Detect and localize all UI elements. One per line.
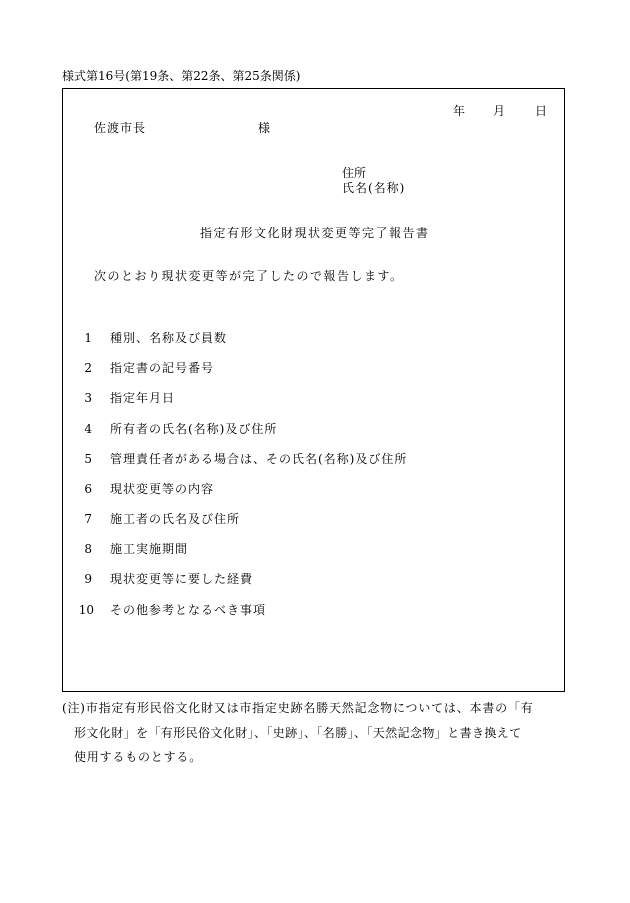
form-frame <box>62 88 565 692</box>
item-number: 4 <box>84 422 92 436</box>
item-text: 施工実施期間 <box>110 542 189 556</box>
item-text: 現状変更等に要した経費 <box>110 572 254 586</box>
item-number: 7 <box>84 512 92 526</box>
item-text: 指定書の記号番号 <box>110 361 215 375</box>
item-number: 1 <box>84 331 92 345</box>
applicant-name-label: 氏名(名称) <box>342 181 406 195</box>
item-text: 所有者の氏名(名称)及び住所 <box>110 422 278 436</box>
honorific: 様 <box>258 121 271 135</box>
item-text: 種別、名称及び員数 <box>110 331 228 345</box>
item-number: 8 <box>84 542 92 556</box>
note-line-2: 形文化財」を「有形民俗文化財」、「史跡」、「名勝」、「天然記念物」と書き換えて <box>74 726 522 740</box>
item-number: 10 <box>78 603 94 617</box>
item-text: その他参考となるべき事項 <box>110 603 267 617</box>
applicant-address-label: 住所 <box>342 166 367 180</box>
item-number: 6 <box>84 482 92 496</box>
form-number-label: 様式第16号(第19条、第22条、第25条関係) <box>62 69 301 83</box>
item-number: 5 <box>84 452 92 466</box>
date-year-label: 年 <box>453 104 466 118</box>
item-number: 2 <box>84 361 92 375</box>
item-text: 管理責任者がある場合は、その氏名(名称)及び住所 <box>110 452 408 466</box>
addressee: 佐渡市長 <box>94 121 147 135</box>
note-line-3: 使用するものとする。 <box>74 750 203 764</box>
item-number: 9 <box>84 572 92 586</box>
item-text: 指定年月日 <box>110 391 176 405</box>
intro-text: 次のとおり現状変更等が完了したので報告します。 <box>94 269 404 283</box>
date-day-label: 日 <box>535 104 548 118</box>
note-line-1: (注)市指定有形民俗文化財又は市指定史跡名勝天然記念物については、本書の「有 <box>62 701 534 715</box>
item-number: 3 <box>84 391 92 405</box>
date-month-label: 月 <box>493 104 506 118</box>
document-title: 指定有形文化財現状変更等完了報告書 <box>200 226 430 240</box>
item-text: 施工者の氏名及び住所 <box>110 512 241 526</box>
item-text: 現状変更等の内容 <box>110 482 215 496</box>
